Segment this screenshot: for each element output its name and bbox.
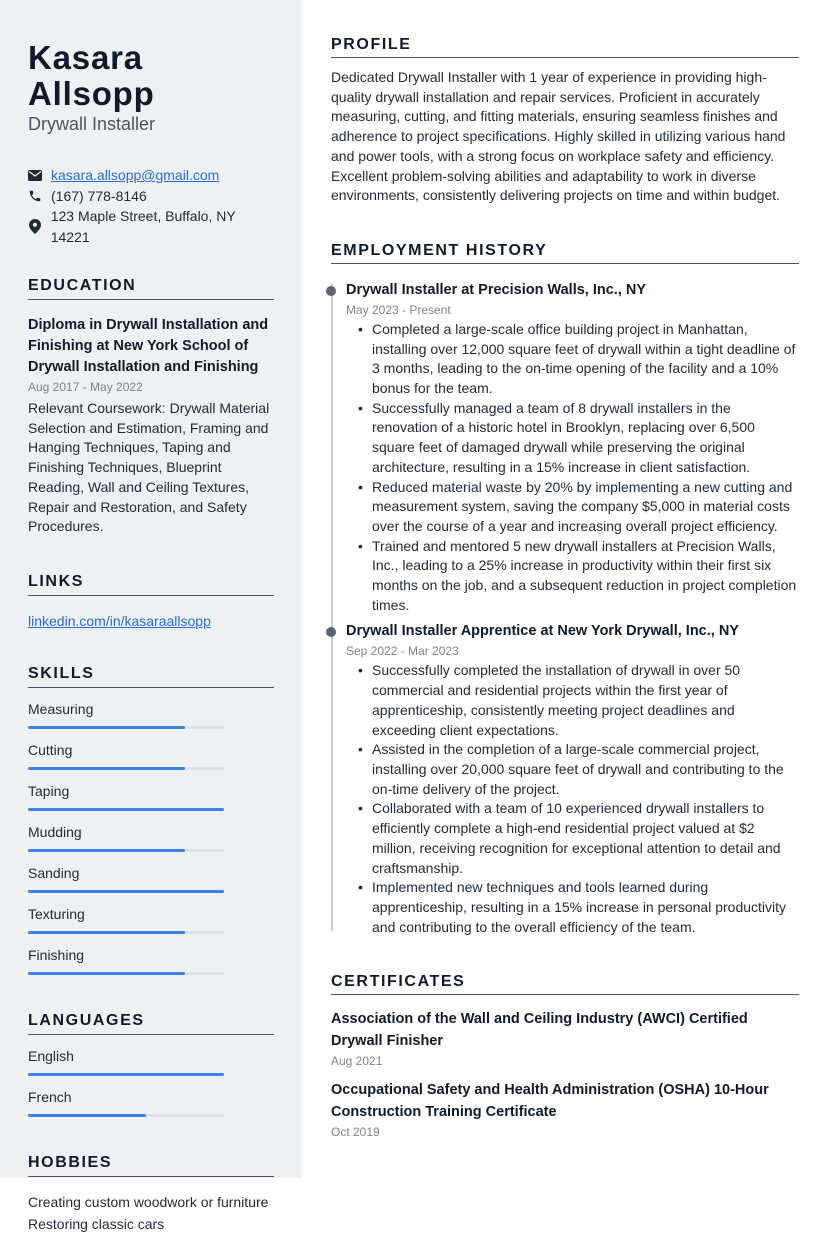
certificate-item bbox=[331, 1080, 799, 1141]
certificate-title: Association of the Wall and Ceiling Industry (AWCI) Certified Drywall Finisher bbox=[331, 1011, 748, 1049]
employment-section bbox=[331, 242, 799, 937]
skill-name: Mudding bbox=[28, 823, 82, 840]
skill-bar-fill bbox=[28, 890, 224, 893]
language-name: English bbox=[28, 1047, 74, 1064]
skills-heading: SKILLS bbox=[28, 665, 274, 688]
profile-heading: PROFILE bbox=[331, 36, 799, 58]
candidate-title: Drywall Installer bbox=[28, 114, 156, 134]
skill-bar bbox=[28, 931, 224, 934]
employment-timeline bbox=[331, 280, 799, 937]
main-content bbox=[331, 36, 799, 1141]
certificate-date: Oct 2019 bbox=[331, 1125, 380, 1140]
education-degree: Diploma in Drywall Installation and Finishing at New York School of Drywall Installation and Finishing bbox=[28, 317, 269, 375]
skill-name: Texturing bbox=[28, 905, 85, 922]
email-link[interactable]: kasara.allsopp@gmail.com bbox=[51, 167, 220, 183]
job-entry bbox=[346, 621, 799, 937]
languages-heading: LANGUAGES bbox=[28, 1012, 274, 1035]
linkedin-row bbox=[28, 611, 274, 631]
job-dates: May 2023 - Present bbox=[346, 302, 451, 317]
skill-item bbox=[28, 782, 274, 811]
skill-bar bbox=[28, 726, 224, 729]
candidate-name: Kasara Allsopp bbox=[28, 39, 155, 112]
job-entry bbox=[346, 280, 799, 616]
timeline-dot bbox=[326, 286, 336, 296]
job-bullet: • Assisted in the completion of a large-scale commercial project, installing over 20,000 square feet of drywall and contributing to the on-time delivery of the project. bbox=[358, 740, 799, 799]
map-pin-icon bbox=[28, 220, 42, 234]
contact-address bbox=[28, 206, 274, 247]
job-bullet: • Trained and mentored 5 new drywall installers at Precision Walls, Inc., leading to a 25% increase in productivity within their first six months on the job, and a subsequent reduction in project completion times. bbox=[358, 537, 799, 616]
education-description: Relevant Coursework: Drywall Material Selection and Estimation, Framing and Hanging Techniques, Taping and Finishing Techniques, Blueprint Reading, Wall and Ceiling Textures, Repair and Restoration, and Safety Procedures. bbox=[28, 400, 270, 535]
language-bar-fill bbox=[28, 1114, 146, 1117]
phone-icon bbox=[28, 189, 42, 203]
skill-bar-fill bbox=[28, 767, 185, 770]
hobby-item: Restoring classic cars bbox=[28, 1215, 165, 1232]
skill-bar-fill bbox=[28, 931, 185, 934]
skill-bar bbox=[28, 849, 224, 852]
hobby-item: Creating custom woodwork or furniture bbox=[28, 1193, 269, 1210]
language-bar-fill bbox=[28, 1073, 224, 1076]
timeline-line bbox=[331, 284, 333, 931]
job-bullets bbox=[346, 320, 799, 616]
job-bullet: • Implemented new techniques and tools learned during apprenticeship, resulting in a 15% increase in personal productivity and contributing to the overall efficiency of the team. bbox=[358, 878, 799, 937]
certificate-title: Occupational Safety and Health Administration (OSHA) 10-Hour Construction Training Certificate bbox=[331, 1082, 769, 1120]
contact-phone bbox=[28, 186, 274, 207]
skill-item bbox=[28, 741, 274, 770]
certificate-date: Aug 2021 bbox=[331, 1054, 383, 1069]
job-bullets bbox=[346, 661, 799, 937]
job-dates: Sep 2022 - Mar 2023 bbox=[346, 644, 459, 659]
address-text: 123 Maple Street, Buffalo, NY 14221 bbox=[50, 208, 236, 245]
skill-bar bbox=[28, 808, 224, 811]
skill-item bbox=[28, 823, 274, 852]
contact-email bbox=[28, 165, 274, 186]
timeline-dot bbox=[326, 627, 336, 637]
employment-heading: EMPLOYMENT HISTORY bbox=[331, 242, 799, 264]
language-bar bbox=[28, 1073, 224, 1076]
phone-number: (167) 778-8146 bbox=[51, 187, 147, 204]
skill-item bbox=[28, 864, 274, 893]
linkedin-link[interactable]: linkedin.com/in/kasaraallsopp bbox=[28, 612, 211, 629]
job-title: Drywall Installer Apprentice at New York Drywall, Inc., NY bbox=[346, 623, 739, 640]
skill-bar-fill bbox=[28, 726, 185, 729]
skill-bar-fill bbox=[28, 849, 185, 852]
job-title: Drywall Installer at Precision Walls, Inc., NY bbox=[346, 281, 647, 298]
job-bullet: • Collaborated with a team of 10 experienced drywall installers to efficiently complete a high-end residential project valued at $2 million, receiving recognition for exceptional attention to detail and craftsmanship. bbox=[358, 799, 799, 878]
skill-bar-fill bbox=[28, 972, 185, 975]
skill-name: Sanding bbox=[28, 864, 80, 881]
sidebar bbox=[0, 0, 302, 1232]
education-dates: Aug 2017 - May 2022 bbox=[28, 380, 143, 394]
job-bullet: • Reduced material waste by 20% by implementing a new cutting and measurement system, saving the company $5,000 in material costs over the course of a year and increasing overall project efficiency. bbox=[358, 478, 799, 537]
skill-name: Taping bbox=[28, 782, 70, 799]
skill-bar bbox=[28, 767, 224, 770]
skill-bar-fill bbox=[28, 808, 224, 811]
envelope-icon bbox=[28, 168, 42, 182]
hobbies-list bbox=[28, 1191, 274, 1235]
education-heading: EDUCATION bbox=[28, 277, 274, 300]
skill-bar bbox=[28, 890, 224, 893]
skill-name: Measuring bbox=[28, 700, 94, 717]
job-bullet: • Successfully completed the installation of drywall in over 50 commercial and residential projects within the first year of apprenticeship, consistently meeting project deadlines and exceeding client expectations. bbox=[358, 661, 799, 740]
skill-item bbox=[28, 946, 274, 975]
language-bar bbox=[28, 1114, 224, 1117]
hobbies-heading: HOBBIES bbox=[28, 1154, 274, 1177]
job-bullet: • Completed a large-scale office building project in Manhattan, installing over 12,000 square feet of drywall within a tight deadline of 3 months, leading to the on-time opening of the facility and a 10% bonus for the team. bbox=[358, 320, 799, 399]
skills-section bbox=[28, 665, 274, 975]
job-bullet: • Successfully managed a team of 8 drywall installers in the renovation of a historic hotel in Brooklyn, replacing over 6,500 square feet of damaged drywall while preserving the original architecture, resulting in a 15% increase in client satisfaction. bbox=[358, 399, 799, 478]
skill-name: Cutting bbox=[28, 741, 73, 758]
hobbies-section bbox=[28, 1154, 274, 1235]
language-name: French bbox=[28, 1088, 72, 1105]
skill-item bbox=[28, 905, 274, 934]
skill-bar bbox=[28, 972, 224, 975]
language-item bbox=[28, 1088, 274, 1117]
links-section bbox=[28, 573, 274, 631]
certificate-item bbox=[331, 1009, 799, 1070]
certificates-section bbox=[331, 973, 799, 1141]
contact-list bbox=[28, 165, 274, 247]
language-item bbox=[28, 1047, 274, 1076]
languages-list bbox=[28, 1047, 274, 1117]
skill-name: Finishing bbox=[28, 946, 85, 963]
education-section bbox=[28, 277, 274, 537]
certificates-heading: CERTIFICATES bbox=[331, 973, 799, 995]
profile-text: Dedicated Drywall Installer with 1 year of experience in providing high-quality drywall installation and repair services. Proficient in accurately measuring, cutting, and fitting materials, ensuring seamless finishes and adherence to project specifications. Highly skilled in utilizing various hand and power tools, with a strong focus on workplace safety and efficiency. Excellent problem-solving abilities and adaptability to work in diverse environments, consistently delivering projects on time and within budget. bbox=[331, 69, 786, 204]
skills-list bbox=[28, 700, 274, 975]
languages-section bbox=[28, 1012, 274, 1117]
links-heading: LINKS bbox=[28, 573, 274, 596]
skill-item bbox=[28, 700, 274, 729]
profile-section bbox=[331, 36, 799, 206]
